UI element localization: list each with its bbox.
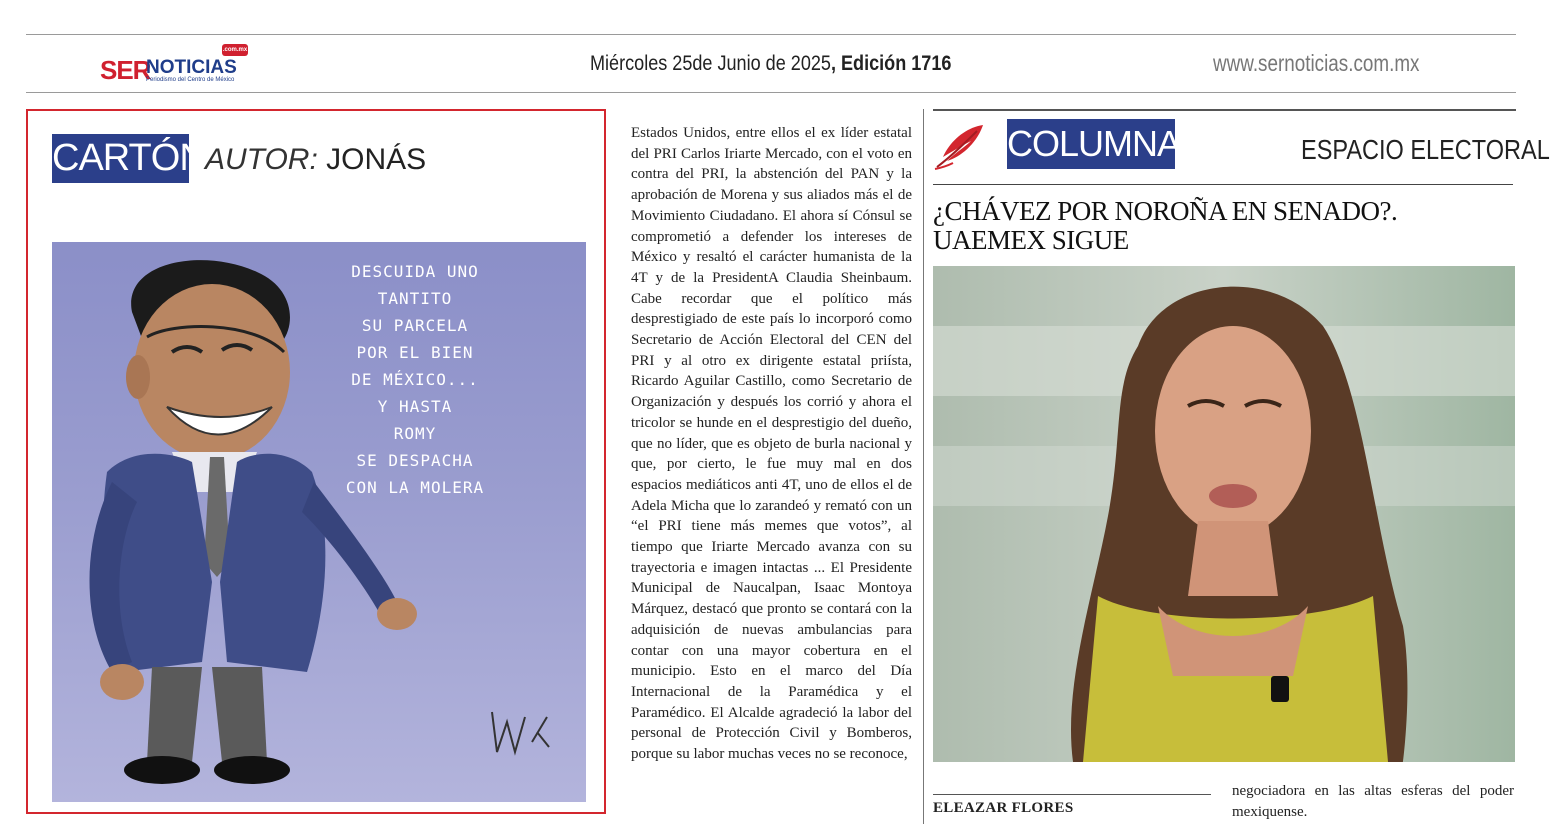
carton-section-label: CARTÓN [52, 134, 189, 183]
logo-ser-text: SER [100, 55, 151, 85]
column-name: ESPACIO ELECTORAL [1301, 134, 1550, 165]
columna-section-label: COLUMNA [1007, 119, 1175, 169]
column-photo [933, 266, 1515, 762]
cartoon-author [205, 143, 426, 177]
issue-date: Miércoles 25de Junio de 2025 [590, 52, 831, 75]
column-body-text: negociadora en las altas esferas del poder mexiquense. [1232, 783, 1514, 820]
issue-edition: , Edición 1716 [830, 52, 952, 75]
speech-line: Y HASTA [377, 397, 453, 416]
logo-tagline: Periodismo del Centro de México [146, 77, 235, 83]
site-logo[interactable] [100, 44, 260, 86]
logo-badge: .com.mx [222, 44, 248, 56]
column-top-rule [933, 109, 1516, 111]
column-byline: ELEAZAR FLORES [933, 800, 1074, 816]
speech-line: POR EL BIEN [356, 343, 474, 362]
speech-line: CON LA MOLERA [345, 478, 485, 497]
column-headline: ¿CHÁVEZ POR NOROÑA EN SENADO?. UAEMEX SIGUE [933, 196, 1398, 255]
column-divider [923, 109, 924, 824]
header-top-rule [26, 34, 1516, 35]
header-bottom-rule [26, 92, 1516, 93]
byline-rule [933, 794, 1211, 795]
speech-line: SU PARCELA [361, 316, 469, 335]
quill-pen-icon [933, 121, 987, 171]
column-title-rule [933, 184, 1513, 185]
cartoon-speech-text [340, 258, 490, 501]
speech-line: ROMY [393, 424, 437, 443]
speech-line: TANTITO [377, 289, 453, 308]
speech-line: DESCUIDA UNO [351, 262, 479, 281]
cartoon-illustration [52, 242, 586, 802]
author-name: JONÁS [326, 143, 427, 176]
author-prefix: AUTOR: [205, 143, 318, 176]
speech-line: SE DESPACHA [356, 451, 474, 470]
logo-noticias-text: NOTICIAS [146, 57, 237, 78]
caricature-drawing [52, 242, 586, 802]
website-link[interactable]: www.sernoticias.com.mx [1213, 50, 1420, 76]
article-body-column: Estados Unidos, entre ellos el ex líder estatal del PRI Carlos Iriarte Mercado, con el voto en contra del PRI, la abstención del PAN y la aprobación de Morena y sus aliados más el de Movimiento Ciudadano. El ahora sí Cónsul se comprometió a defender los intereses de México y resaltó el carácter humanista de la 4T y de la PresidentA Claudia Sheinbaum. Cabe recordar que el político más desprestigiado de este país lo incorporó como Secretario de Acción Electoral del CEN del PRI y al otro ex dirigente estatal priísta, Ricardo Aguilar Castillo, como Secretario de Organización y después los corrió y ahora el tricolor se hunde en el desprestigio del dueño, que no líder, que es objeto de burla nacional y que, por cierto, le fue muy mal en dos espacios mediáticos anti 4T, uno de ellos el de Adela Micha que lo zarandeó y remató con un “el PRI tiene más memes que votos”, al tiempo que Iriarte Mercado avanza con su trayectoria e imagen intactas ... El Presidente Municipal de Naucalpan, Isaac Montoya Márquez, destacó que pronto se contará con la adquisición de nuevas ambulancias para contar con una mayor cobertura en el municipio. Esto en el marco del Día Internacional de la Paramédica y el Paramédico. El Alcalde agradeció la labor del personal de Protección Civil y Bomberos, porque su labor muchas veces no se reconoce, [631, 125, 912, 763]
issue-dateline [590, 52, 951, 76]
speech-line: DE MÉXICO... [351, 370, 479, 389]
